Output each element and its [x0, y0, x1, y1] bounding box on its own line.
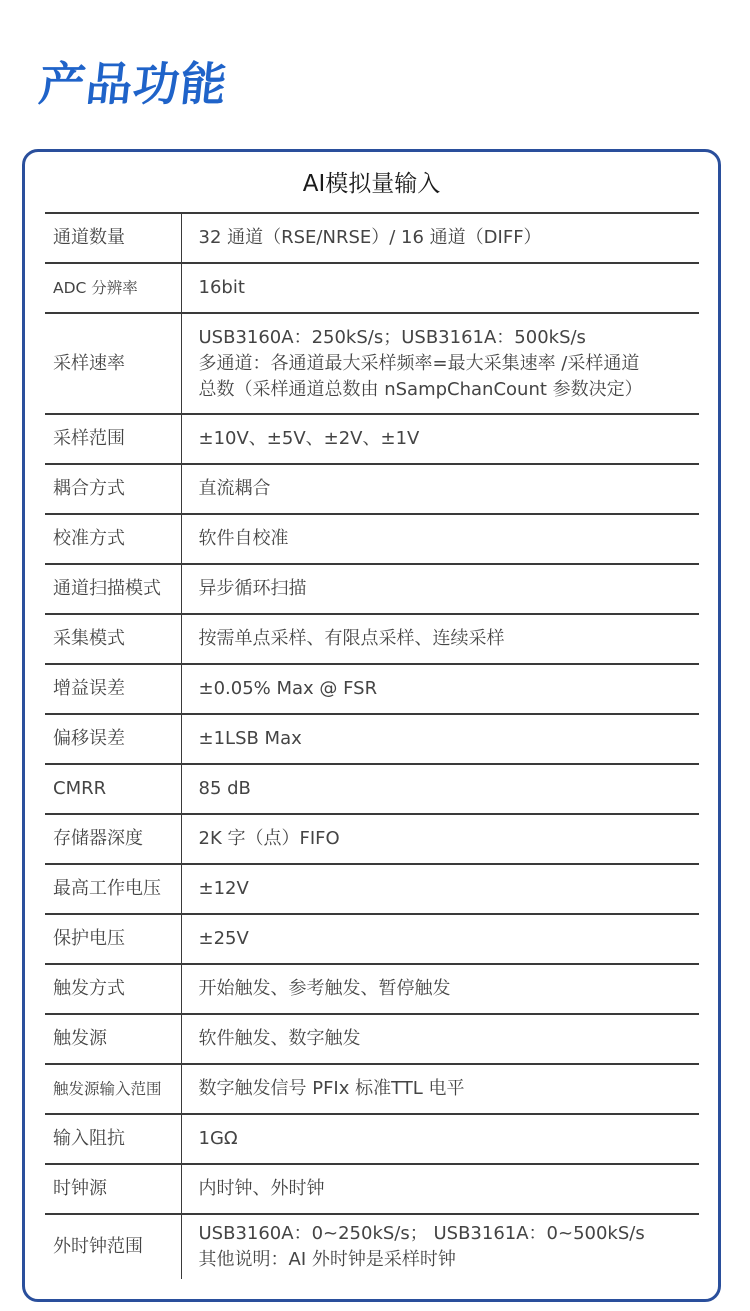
table-row — [45, 263, 699, 313]
table-row — [45, 1064, 699, 1114]
table-row — [45, 764, 699, 814]
table-row — [45, 1114, 699, 1164]
row-label: 采样范围 — [45, 414, 181, 464]
row-value-line: ±10V、±5V、±2V、±1V — [198, 428, 420, 449]
row-value-line: 2K 字（点）FIFO — [198, 828, 340, 849]
table-row — [45, 814, 699, 864]
row-value-line: 数字触发信号 PFIx 标准TTL 电平 — [198, 1078, 465, 1099]
row-label: 耦合方式 — [45, 464, 181, 514]
table-row — [45, 313, 699, 414]
row-value — [181, 614, 699, 664]
row-value — [181, 914, 699, 964]
row-label: 保护电压 — [45, 914, 181, 964]
row-label: 采集模式 — [45, 614, 181, 664]
row-label: 校准方式 — [45, 514, 181, 564]
table-row — [45, 514, 699, 564]
row-label: 通道数量 — [45, 213, 181, 263]
row-value-line: 软件触发、数字触发 — [198, 1028, 361, 1049]
row-label: ADC 分辨率 — [45, 263, 181, 313]
row-value — [181, 564, 699, 614]
table-row — [45, 864, 699, 914]
row-label: 最高工作电压 — [45, 864, 181, 914]
row-value-line: 直流耦合 — [198, 478, 271, 499]
table-row — [45, 414, 699, 464]
row-label: 触发方式 — [45, 964, 181, 1014]
row-value-line: 85 dB — [198, 778, 251, 799]
row-value-line: 开始触发、参考触发、暂停触发 — [198, 978, 451, 999]
row-value — [181, 764, 699, 814]
page-title: 产品功能 — [36, 57, 231, 111]
row-value-line: 32 通道（RSE/NRSE）/ 16 通道（DIFF） — [198, 227, 542, 248]
table-row — [45, 714, 699, 764]
table-row — [45, 564, 699, 614]
row-value — [181, 1064, 699, 1114]
table-row — [45, 614, 699, 664]
spec-table-body — [45, 213, 699, 1279]
row-value — [181, 514, 699, 564]
table-row — [45, 464, 699, 514]
row-value-line: ±25V — [198, 928, 249, 949]
table-row — [45, 664, 699, 714]
row-value-line: 其他说明：AI 外时钟是采样时钟 — [198, 1249, 456, 1270]
row-label: 输入阻抗 — [45, 1114, 181, 1164]
row-label: 采样速率 — [45, 313, 181, 414]
row-value — [181, 213, 699, 263]
row-value — [181, 1114, 699, 1164]
row-value — [181, 313, 699, 414]
row-value-line: ±0.05% Max @ FSR — [198, 678, 378, 699]
row-value-line: 1GΩ — [198, 1128, 238, 1149]
row-value-line: 异步循环扫描 — [198, 578, 307, 599]
table-row — [45, 964, 699, 1014]
row-value-line: 16bit — [198, 277, 245, 298]
row-value — [181, 1214, 699, 1279]
table-row — [45, 213, 699, 263]
row-label: 外时钟范围 — [45, 1214, 181, 1279]
row-label: CMRR — [45, 764, 181, 814]
row-value-line: USB3160A：0~250kS/s； USB3161A：0~500kS/s — [198, 1223, 645, 1244]
row-label: 偏移误差 — [45, 714, 181, 764]
table-title: AI模拟量输入 — [302, 171, 441, 197]
row-value — [181, 964, 699, 1014]
row-value — [181, 414, 699, 464]
row-label: 增益误差 — [45, 664, 181, 714]
row-label: 通道扫描模式 — [45, 564, 181, 614]
row-label: 触发源输入范围 — [45, 1064, 181, 1114]
table-row — [45, 914, 699, 964]
row-value-line: 内时钟、外时钟 — [198, 1178, 325, 1199]
table-row — [45, 1014, 699, 1064]
spec-card — [22, 149, 721, 1302]
row-value — [181, 814, 699, 864]
row-value — [181, 263, 699, 313]
table-row — [45, 1164, 699, 1214]
row-label: 时钟源 — [45, 1164, 181, 1214]
row-value — [181, 714, 699, 764]
row-value-line: 多通道：各通道最大采样频率=最大采集速率 /采样通道 — [198, 352, 640, 374]
row-value — [181, 864, 699, 914]
row-value-line: ±12V — [198, 878, 249, 899]
row-label: 触发源 — [45, 1014, 181, 1064]
row-value-line: USB3160A：250kS/s；USB3161A：500kS/s — [198, 326, 586, 348]
row-value — [181, 664, 699, 714]
spec-table — [45, 212, 699, 1279]
row-value-line: 按需单点采样、有限点采样、连续采样 — [198, 628, 505, 649]
row-value-line: 总数（采样通道总数由 nSampChanCount 参数决定） — [198, 378, 643, 400]
row-label: 存储器深度 — [45, 814, 181, 864]
row-value — [181, 1164, 699, 1214]
row-value — [181, 1014, 699, 1064]
row-value-line: 软件自校准 — [198, 528, 289, 549]
table-row — [45, 1214, 699, 1279]
row-value — [181, 464, 699, 514]
row-value-line: ±1LSB Max — [198, 728, 302, 749]
